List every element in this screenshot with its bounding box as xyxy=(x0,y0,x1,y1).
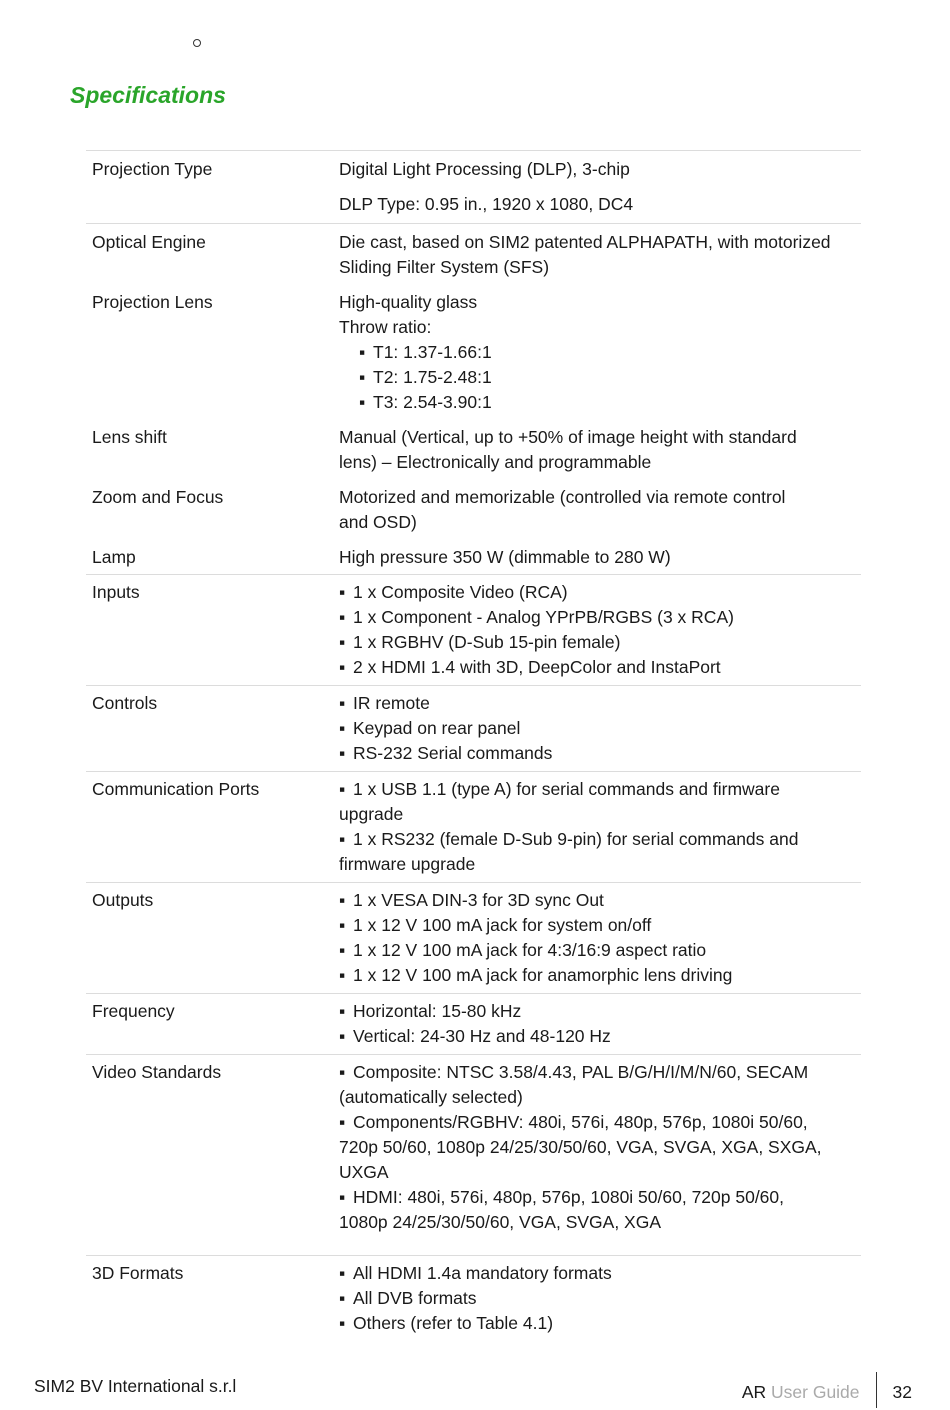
spec-bullet-item: ▪ RS-232 Serial commands xyxy=(339,741,853,766)
spec-value-line: Die cast, based on SIM2 patented ALPHAPATH, with motorized xyxy=(339,232,831,252)
spec-value xyxy=(339,425,861,475)
spec-label: Outputs xyxy=(92,890,154,910)
footer-divider xyxy=(876,1372,877,1408)
spec-row xyxy=(86,993,861,1054)
spec-label: Communication Ports xyxy=(92,779,260,799)
spec-value xyxy=(339,777,861,877)
footer-doc-suffix: User Guide xyxy=(771,1382,860,1402)
spec-row xyxy=(86,1255,861,1341)
spec-bullet-item: ▪ Others (refer to Table 4.1) xyxy=(339,1311,853,1336)
spec-value-line: upgrade xyxy=(339,804,404,824)
spec-value-line: Throw ratio: xyxy=(339,317,432,337)
spec-row xyxy=(86,150,861,192)
spec-value xyxy=(339,580,861,680)
spec-row xyxy=(86,290,861,425)
spec-value-line: High pressure 350 W (dimmable to 280 W) xyxy=(339,547,671,567)
spec-value-line: 720p 50/60, 1080p 24/25/30/50/60, VGA, SVGA, XGA, SXGA, xyxy=(339,1137,822,1157)
spec-row xyxy=(86,223,861,290)
spec-value-line: Sliding Filter System (SFS) xyxy=(339,257,550,277)
spec-bullet-item: ▪ HDMI: 480i, 576i, 480p, 576p, 1080i 50/60, 720p 50/60, xyxy=(339,1185,853,1210)
spec-value-line: 1080p 24/25/30/50/60, VGA, SVGA, XGA xyxy=(339,1212,662,1232)
spec-label: Projection Type xyxy=(92,159,213,179)
spec-value-line: lens) – Electronically and programmable xyxy=(339,452,652,472)
spec-row xyxy=(86,882,861,993)
spec-bullet-item: ▪ 1 x USB 1.1 (type A) for serial commands and firmware xyxy=(339,777,853,802)
spec-bullet-item: ▪ 2 x HDMI 1.4 with 3D, DeepColor and InstaPort xyxy=(339,655,853,680)
spec-bullet-item: ▪ 1 x Composite Video (RCA) xyxy=(339,580,853,605)
spec-label: Optical Engine xyxy=(92,232,206,252)
spec-value-line: DLP Type: 0.95 in., 1920 x 1080, DC4 xyxy=(339,194,634,214)
spec-row xyxy=(86,545,861,574)
spec-value xyxy=(339,888,861,988)
spec-label: Inputs xyxy=(92,582,140,602)
spec-bullet-item: ▪ Components/RGBHV: 480i, 576i, 480p, 576p, 1080i 50/60, xyxy=(339,1110,853,1135)
spec-bullet-item: ▪ T1: 1.37-1.66:1 xyxy=(339,340,853,365)
spec-bullet-item: ▪ 1 x Component - Analog YPrPB/RGBS (3 x RCA) xyxy=(339,605,853,630)
spec-row xyxy=(86,771,861,882)
footer-company: SIM2 BV International s.r.l xyxy=(34,1376,237,1396)
spec-label: Frequency xyxy=(92,1001,175,1021)
spec-value xyxy=(339,290,861,415)
spec-value xyxy=(339,999,861,1049)
spec-label: 3D Formats xyxy=(92,1263,184,1283)
spec-value-line: Motorized and memorizable (controlled via remote control xyxy=(339,487,786,507)
spec-bullet-item: ▪ IR remote xyxy=(339,691,853,716)
spec-bullet-item: ▪ Keypad on rear panel xyxy=(339,716,853,741)
spec-value xyxy=(339,1060,861,1235)
spec-value-line: UXGA xyxy=(339,1162,389,1182)
spec-label: Lens shift xyxy=(92,427,167,447)
spec-bullet-item: ▪ Horizontal: 15-80 kHz xyxy=(339,999,853,1024)
spec-value-line: (automatically selected) xyxy=(339,1087,523,1107)
spec-bullet-item: ▪ 1 x 12 V 100 mA jack for anamorphic lens driving xyxy=(339,963,853,988)
spec-bullet-item: ▪ 1 x 12 V 100 mA jack for 4:3/16:9 aspect ratio xyxy=(339,938,853,963)
spec-bullet-item: ▪ Vertical: 24-30 Hz and 48-120 Hz xyxy=(339,1024,853,1049)
spec-label: Lamp xyxy=(92,547,136,567)
spec-label: Zoom and Focus xyxy=(92,487,224,507)
spec-bullet-item: ▪ T2: 1.75-2.48:1 xyxy=(339,365,853,390)
spec-bullet-item: ▪ 1 x RS232 (female D-Sub 9-pin) for serial commands and xyxy=(339,827,853,852)
spec-row xyxy=(86,425,861,485)
spec-value xyxy=(339,1261,861,1336)
spec-value xyxy=(339,691,861,766)
spec-row xyxy=(86,574,861,685)
spec-row xyxy=(86,1054,861,1255)
spec-label: Video Standards xyxy=(92,1062,222,1082)
spec-bullet-item: ▪ 1 x 12 V 100 mA jack for system on/off xyxy=(339,913,853,938)
spec-label: Controls xyxy=(92,693,158,713)
spec-row xyxy=(86,485,861,545)
spec-value xyxy=(339,485,861,535)
spec-value xyxy=(339,157,861,182)
spec-label: Projection Lens xyxy=(92,292,213,312)
section-title: Specifications xyxy=(70,82,226,108)
spec-bullet-item: ▪ T3: 2.54-3.90:1 xyxy=(339,390,853,415)
footer-doc-prefix: AR xyxy=(741,1382,767,1402)
spec-value-line: High-quality glass xyxy=(339,292,478,312)
spec-value xyxy=(339,192,861,217)
spec-bullet-item: ▪ 1 x VESA DIN-3 for 3D sync Out xyxy=(339,888,853,913)
spec-value xyxy=(339,230,861,280)
spec-bullet-item: ▪ All HDMI 1.4a mandatory formats xyxy=(339,1261,853,1286)
spec-value-line: firmware upgrade xyxy=(339,854,476,874)
spec-value-line: and OSD) xyxy=(339,512,417,532)
spec-bullet-item: ▪ Composite: NTSC 3.58/4.43, PAL B/G/H/I/M/N/60, SECAM xyxy=(339,1060,853,1085)
spec-value xyxy=(339,545,861,570)
spec-row xyxy=(86,192,861,223)
circle-bullet-icon xyxy=(193,39,201,47)
spec-bullet-item: ▪ All DVB formats xyxy=(339,1286,853,1311)
spec-label xyxy=(86,192,339,217)
page-number: 32 xyxy=(892,1382,912,1402)
spec-bullet-item: ▪ 1 x RGBHV (D-Sub 15-pin female) xyxy=(339,630,853,655)
spec-value-line: Digital Light Processing (DLP), 3-chip xyxy=(339,159,630,179)
specifications-table xyxy=(86,150,861,1341)
footer-doc-info xyxy=(742,1374,912,1410)
spec-row xyxy=(86,685,861,771)
spec-value-line: Manual (Vertical, up to +50% of image height with standard xyxy=(339,427,797,447)
